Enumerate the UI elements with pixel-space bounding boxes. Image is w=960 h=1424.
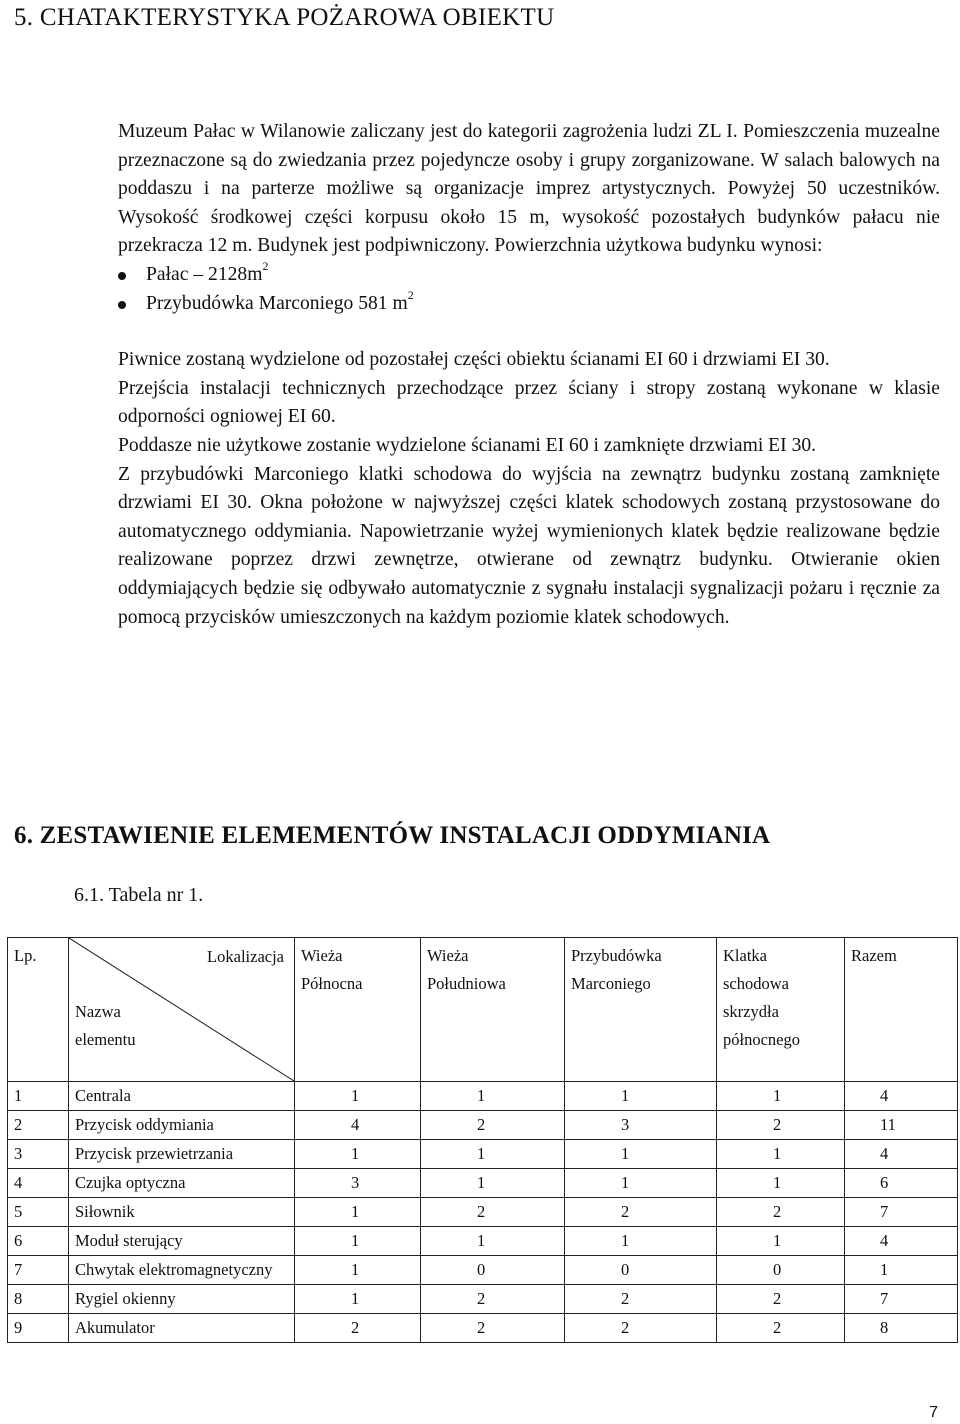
row-south-tower: 0	[421, 1256, 565, 1285]
table-row	[8, 1227, 958, 1256]
row-north-tower: 1	[295, 1256, 421, 1285]
paragraph-installations: Przejścia instalacji technicznych przechodzące przez ściany i stropy zostaną wykonane w klasie odporności ogniowej EI 60.	[118, 377, 940, 428]
row-lp: 6	[8, 1227, 69, 1256]
body-text	[118, 118, 940, 632]
row-element-name: Przycisk przewietrzania	[69, 1140, 295, 1169]
section-5-heading: 5. CHATAKTERYSTYKA POŻAROWA OBIEKTU	[14, 4, 555, 31]
row-total: 1	[845, 1256, 958, 1285]
table-row	[8, 1111, 958, 1140]
table-header-row	[8, 938, 958, 1082]
row-lp: 9	[8, 1314, 69, 1343]
row-north-tower: 2	[295, 1314, 421, 1343]
row-north-tower: 1	[295, 1198, 421, 1227]
header-col-staircase: Klatka schodowa skrzydła północnego	[717, 938, 845, 1082]
row-staircase: 2	[717, 1314, 845, 1343]
list-item: Przybudówka Marconiego 581 $m^2$	[118, 290, 940, 319]
row-staircase: 2	[717, 1285, 845, 1314]
section-6-heading: 6. ZESTAWIENIE ELEMEMENTÓW INSTALACJI ODDYMIANIA	[14, 822, 771, 849]
area-list	[118, 261, 940, 318]
row-marconi: 2	[565, 1285, 717, 1314]
header-localization: Lokalizacja	[207, 947, 284, 966]
row-north-tower: 1	[295, 1227, 421, 1256]
row-south-tower: 1	[421, 1227, 565, 1256]
row-element-name: Siłownik	[69, 1198, 295, 1227]
row-staircase: 2	[717, 1198, 845, 1227]
row-south-tower: 1	[421, 1140, 565, 1169]
row-marconi: 1	[565, 1227, 717, 1256]
row-north-tower: 4	[295, 1111, 421, 1140]
row-lp: 4	[8, 1169, 69, 1198]
elements-table	[7, 937, 958, 1343]
row-south-tower: 2	[421, 1111, 565, 1140]
row-lp: 5	[8, 1198, 69, 1227]
header-element-name: Nazwa elementu	[75, 1002, 136, 1049]
row-marconi: 1	[565, 1140, 717, 1169]
row-marconi: 0	[565, 1256, 717, 1285]
header-col-total: Razem	[845, 938, 958, 1082]
row-lp: 7	[8, 1256, 69, 1285]
table-row	[8, 1140, 958, 1169]
table-row	[8, 1314, 958, 1343]
row-total: 4	[845, 1140, 958, 1169]
row-element-name: Chwytak elektromagnetyczny	[69, 1256, 295, 1285]
row-staircase: 1	[717, 1082, 845, 1111]
bullet-icon	[118, 272, 126, 280]
header-col-south-tower: Wieża Południowa	[421, 938, 565, 1082]
row-lp: 2	[8, 1111, 69, 1140]
row-total: 8	[845, 1314, 958, 1343]
table-row	[8, 1169, 958, 1198]
row-north-tower: 1	[295, 1140, 421, 1169]
table-row	[8, 1256, 958, 1285]
table-row	[8, 1082, 958, 1111]
row-staircase: 1	[717, 1227, 845, 1256]
row-element-name: Rygiel okienny	[69, 1285, 295, 1314]
row-element-name: Moduł sterujący	[69, 1227, 295, 1256]
row-marconi: 2	[565, 1314, 717, 1343]
row-total: 6	[845, 1169, 958, 1198]
paragraph-building-description: Muzeum Pałac w Wilanowie zaliczany jest do kategorii zagrożenia ludzi ZL I. Pomieszczenia muzealne przeznaczone są do zwiedzania przez pojedyncze osoby i grupy zorganizowane. W salach balowych na poddaszu i na parterze możliwe są organizacje imprez artystycznych. Powyżej 50 uczestników. Wysokość środkowej części korpusu około 15 m, wysokość pozostałych budynków pałacu nie przekracza 12 m. Budynek jest podpiwniczony. Powierzchnia użytkowa budynku wynosi:	[118, 121, 940, 257]
row-lp: 8	[8, 1285, 69, 1314]
row-marconi: 2	[565, 1198, 717, 1227]
header-lp: Lp.	[8, 938, 69, 1082]
row-total: 11	[845, 1111, 958, 1140]
row-south-tower: 2	[421, 1198, 565, 1227]
page-number: 7	[929, 1404, 938, 1421]
header-diagonal-cell	[69, 938, 295, 1082]
list-item: Pałac – $2128m^2$	[118, 261, 940, 290]
row-staircase: 1	[717, 1140, 845, 1169]
paragraph-basement: Piwnice zostaną wydzielone od pozostałej części obiektu ścianami EI 60 i drzwiami EI 30.	[118, 349, 830, 371]
row-marconi: 3	[565, 1111, 717, 1140]
row-north-tower: 3	[295, 1169, 421, 1198]
bullet-icon	[118, 301, 126, 309]
row-total: 7	[845, 1285, 958, 1314]
row-lp: 3	[8, 1140, 69, 1169]
row-staircase: 2	[717, 1111, 845, 1140]
row-element-name: Przycisk oddymiania	[69, 1111, 295, 1140]
row-south-tower: 1	[421, 1169, 565, 1198]
header-col-north-tower: Wieża Północna	[295, 938, 421, 1082]
row-south-tower: 1	[421, 1082, 565, 1111]
row-total: 4	[845, 1227, 958, 1256]
row-marconi: 1	[565, 1169, 717, 1198]
paragraph-staircases: Z przybudówki Marconiego klatki schodowa do wyjścia na zewnątrz budynku zostaną zamknięte drzwiami EI 30. Okna położone w najwyższej części klatek schodowych zostaną przystosowane do automatycznego oddymiania. Napowietrzanie wyżej wymienionych klatek będzie realizowane będzie realizowane poprzez drzwi zewnętrze, otwierane od zewnątrz budynku. Otwieranie okien oddymiających będzie się odbywało automatycznie z sygnału instalacji sygnalizacji pożaru i ręcznie za pomocą przycisków umieszczonych na każdym poziomie klatek schodowych.	[118, 463, 940, 628]
row-lp: 1	[8, 1082, 69, 1111]
paragraph-attic: Poddasze nie użytkowe zostanie wydzielone ścianami EI 60 i zamknięte drzwiami EI 30.	[118, 434, 817, 456]
table-body	[8, 1082, 958, 1343]
header-col-marconi: Przybudówka Marconiego	[565, 938, 717, 1082]
row-marconi: 1	[565, 1082, 717, 1111]
table-row	[8, 1198, 958, 1227]
row-element-name: Czujka optyczna	[69, 1169, 295, 1198]
row-staircase: 1	[717, 1169, 845, 1198]
row-staircase: 0	[717, 1256, 845, 1285]
row-total: 4	[845, 1082, 958, 1111]
row-element-name: Centrala	[69, 1082, 295, 1111]
row-south-tower: 2	[421, 1285, 565, 1314]
table-row	[8, 1285, 958, 1314]
row-total: 7	[845, 1198, 958, 1227]
row-south-tower: 2	[421, 1314, 565, 1343]
row-north-tower: 1	[295, 1285, 421, 1314]
row-element-name: Akumulator	[69, 1314, 295, 1343]
table-caption: 6.1. Tabela nr 1.	[74, 884, 204, 906]
row-north-tower: 1	[295, 1082, 421, 1111]
